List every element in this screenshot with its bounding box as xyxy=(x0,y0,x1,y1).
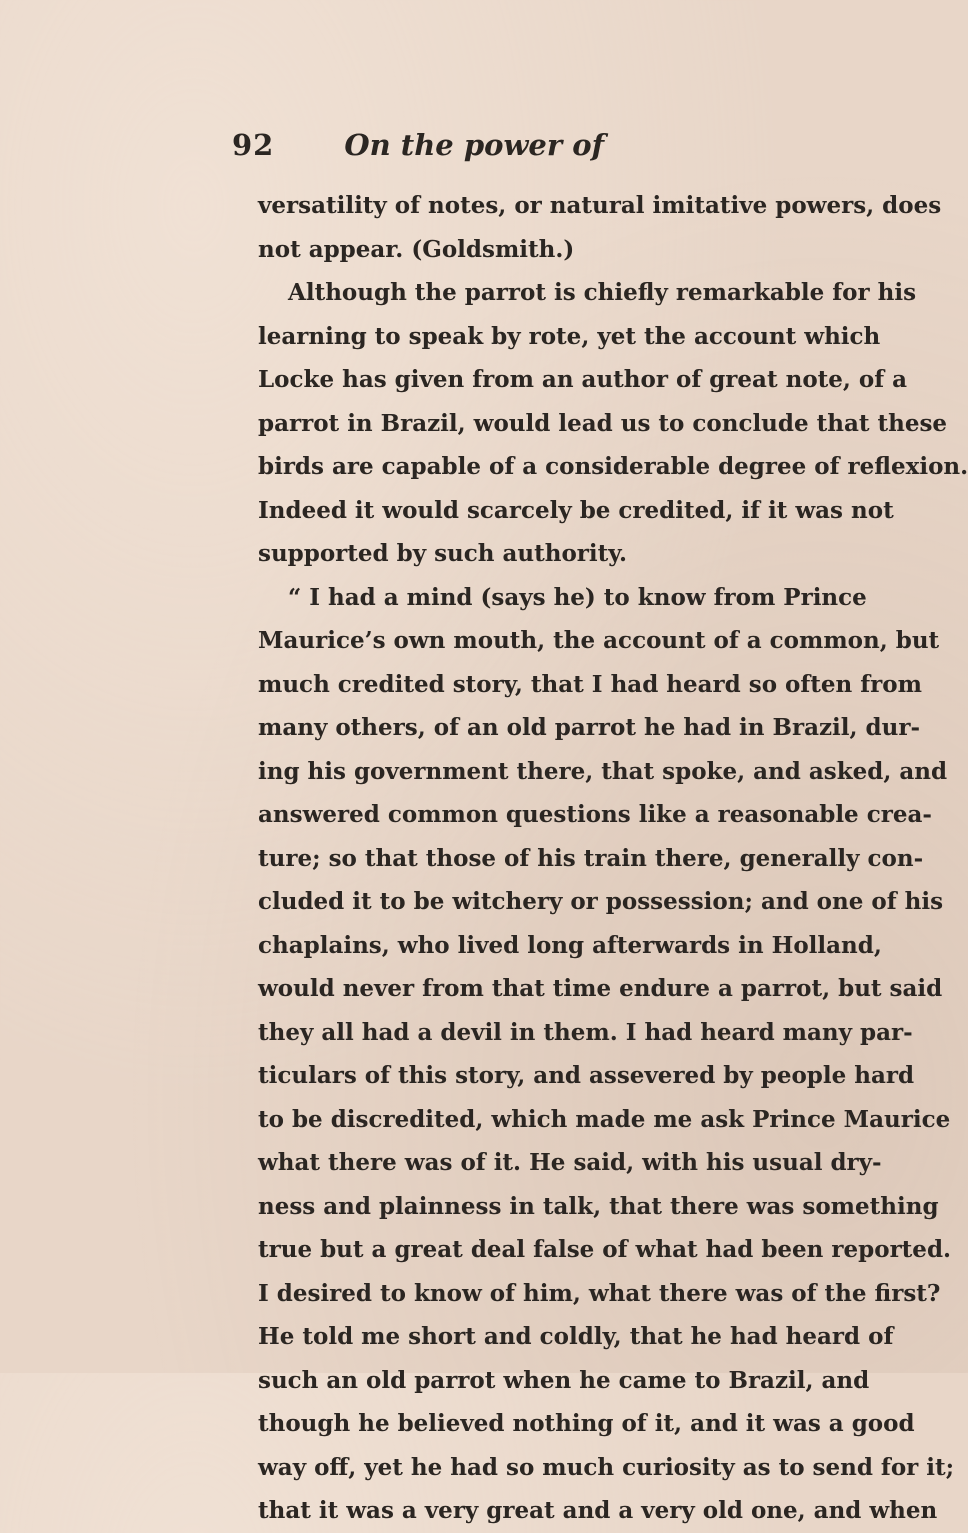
quotation-first-line: “ I had a mind (says he) to know from Prince xyxy=(288,583,867,611)
text-line: learning to speak by rote, yet the account which xyxy=(258,322,881,350)
text-line: chaplains, who lived long afterwards in Holland, xyxy=(258,931,882,959)
text-line: they all had a devil in them. I had heard many par- xyxy=(258,1018,913,1046)
text-line: ness and plainness in talk, that there was something xyxy=(258,1192,939,1220)
text-line: supported by such authority. xyxy=(258,540,628,567)
text-line: though he believed nothing of it, and it was a good xyxy=(258,1410,915,1437)
text-line: would never from that time endure a parrot, but said xyxy=(258,975,943,1002)
text-line: Maurice’s own mouth, the account of a common, but xyxy=(258,627,940,654)
text-line: versatility of notes, or natural imitative powers, does xyxy=(258,192,942,219)
text-line: way off, yet he had so much curiosity as to send for it; xyxy=(258,1453,955,1481)
text-line: to be discredited, which made me ask Prince Maurice xyxy=(258,1105,951,1133)
body-text xyxy=(258,184,968,1533)
page-number: 92 xyxy=(232,128,275,162)
text-line: true but a great deal false of what had been reported. xyxy=(258,1236,952,1263)
text-line: much credited story, that I had heard so often from xyxy=(258,670,922,698)
text-line: Locke has given from an author of great note, of a xyxy=(258,366,908,393)
running-head xyxy=(232,128,604,168)
text-line: ing his government there, that spoke, and asked, and xyxy=(258,757,948,785)
text-line: cluded it to be witchery or possession; and one of his xyxy=(258,888,944,915)
text-line: Indeed it would scarcely be credited, if it was not xyxy=(258,496,894,524)
text-line: parrot in Brazil, would lead us to conclude that these xyxy=(258,409,948,437)
text-line: birds are capable of a considerable degree of reflexion. xyxy=(258,453,968,480)
paragraph-first-line: Although the parrot is chiefly remarkable for his xyxy=(288,279,917,306)
text-line: that it was a very great and a very old one, and when xyxy=(258,1497,938,1524)
text-line: such an old parrot when he came to Brazil, and xyxy=(258,1366,870,1394)
running-title: On the power of xyxy=(344,128,605,162)
text-line: ticulars of this story, and assevered by people hard xyxy=(258,1062,915,1089)
text-line: I desired to know of him, what there was of the first? xyxy=(258,1279,941,1307)
text-line: answered common questions like a reasonable crea- xyxy=(258,801,932,828)
text-line: He told me short and coldly, that he had heard of xyxy=(258,1323,894,1350)
text-line: not appear. (Goldsmith.) xyxy=(258,235,575,263)
text-line: what there was of it. He said, with his usual dry- xyxy=(258,1149,882,1176)
text-line: many others, of an old parrot he had in Brazil, dur- xyxy=(258,714,920,741)
text-line: ture; so that those of his train there, generally con- xyxy=(258,844,924,872)
